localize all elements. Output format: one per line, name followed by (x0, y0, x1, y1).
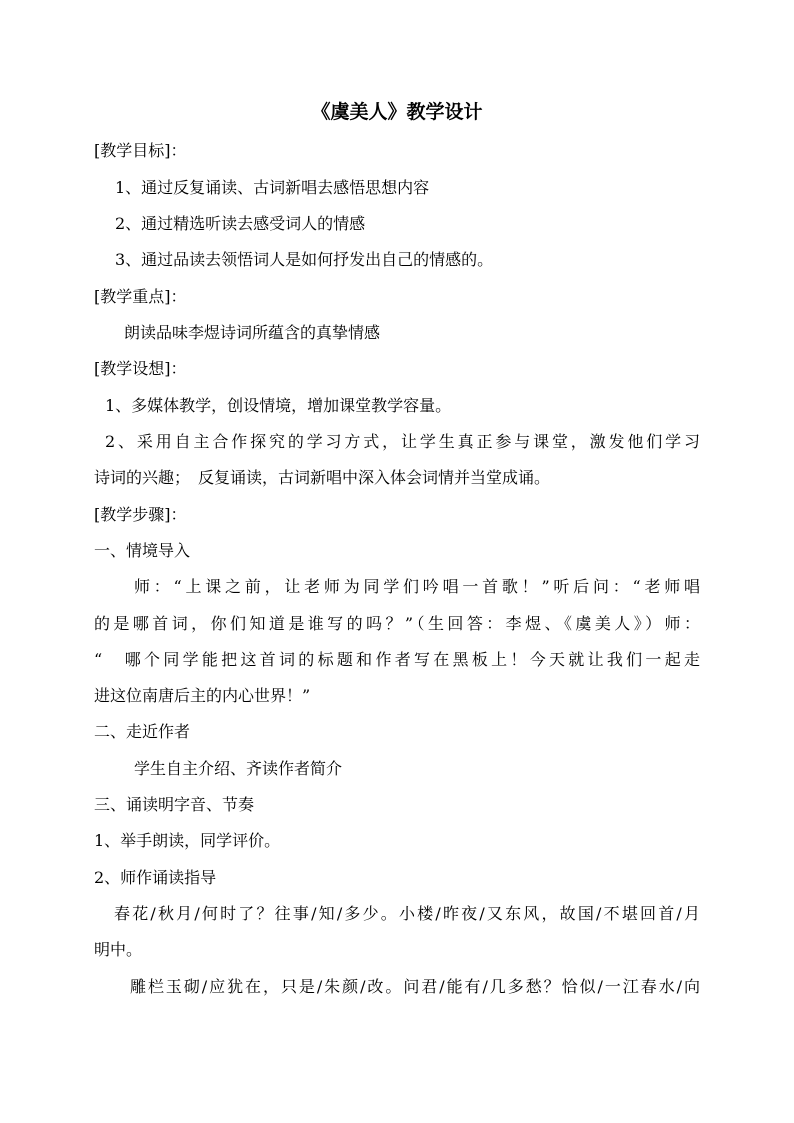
step-1-paragraph-line-2: 的是哪首词，你们知道是谁写的吗？”（生回答：李煜、《虞美人》）师： (94, 614, 700, 633)
steps-heading: [教学步骤]： (94, 505, 187, 524)
ideas-item-2-line-1: 2、采用自主合作探究的学习方式，让学生真正参与课堂，激发他们学习 (105, 432, 700, 451)
step-2-heading: 二、走近作者 (94, 722, 191, 741)
step-3-item-1: 1、举手朗读，同学评价。 (94, 831, 281, 850)
objective-item-1: 1、通过反复诵读、古词新唱去感悟思想内容 (115, 178, 430, 197)
step-3-heading: 三、诵读明字音、节奏 (94, 795, 255, 814)
objective-item-3: 3、通过品读去领悟词人是如何抒发出自己的情感的。 (115, 250, 494, 269)
objective-item-2: 2、通过精选听读去感受词人的情感 (115, 214, 366, 233)
ideas-item-1: 1、多媒体教学，创设情境，增加课堂教学容量。 (105, 396, 452, 415)
step-1-paragraph-line-3: “ 哪个同学能把这首词的标题和作者写在黑板上！今天就让我们一起走 (94, 650, 700, 669)
objectives-heading: [教学目标]： (94, 141, 187, 160)
step-1-paragraph-line-1: 师：“上课之前，让老师为同学们吟唱一首歌！”听后问：“老师唱 (134, 577, 700, 596)
step-1-heading: 一、情境导入 (94, 541, 191, 560)
poem-line-3: 雕栏玉砌/应犹在，只是/朱颜/改。问君/能有/几多愁？恰似/一江春水/向 (130, 977, 700, 996)
ideas-item-2-line-2: 诗词的兴趣； 反复诵读，古词新唱中深入体会词情并当堂成诵。 (94, 468, 551, 487)
key-points-text: 朗读品味李煜诗词所蕴含的真挚情感 (124, 323, 381, 342)
document-title: 《虞美人》教学设计 (311, 101, 483, 123)
step-3-item-2: 2、师作诵读指导 (94, 868, 217, 887)
key-points-heading: [教学重点]： (94, 287, 187, 306)
poem-line-2: 明中。 (94, 940, 143, 959)
poem-line-1: 春花/秋月/何时了？往事/知/多少。小楼/昨夜/又东风，故国/不堪回首/月 (114, 904, 700, 923)
step-2-text: 学生自主介绍、齐读作者简介 (134, 759, 343, 778)
ideas-heading: [教学设想]： (94, 359, 187, 378)
step-1-paragraph-line-4: 进这位南唐后主的内心世界！” (94, 686, 311, 705)
